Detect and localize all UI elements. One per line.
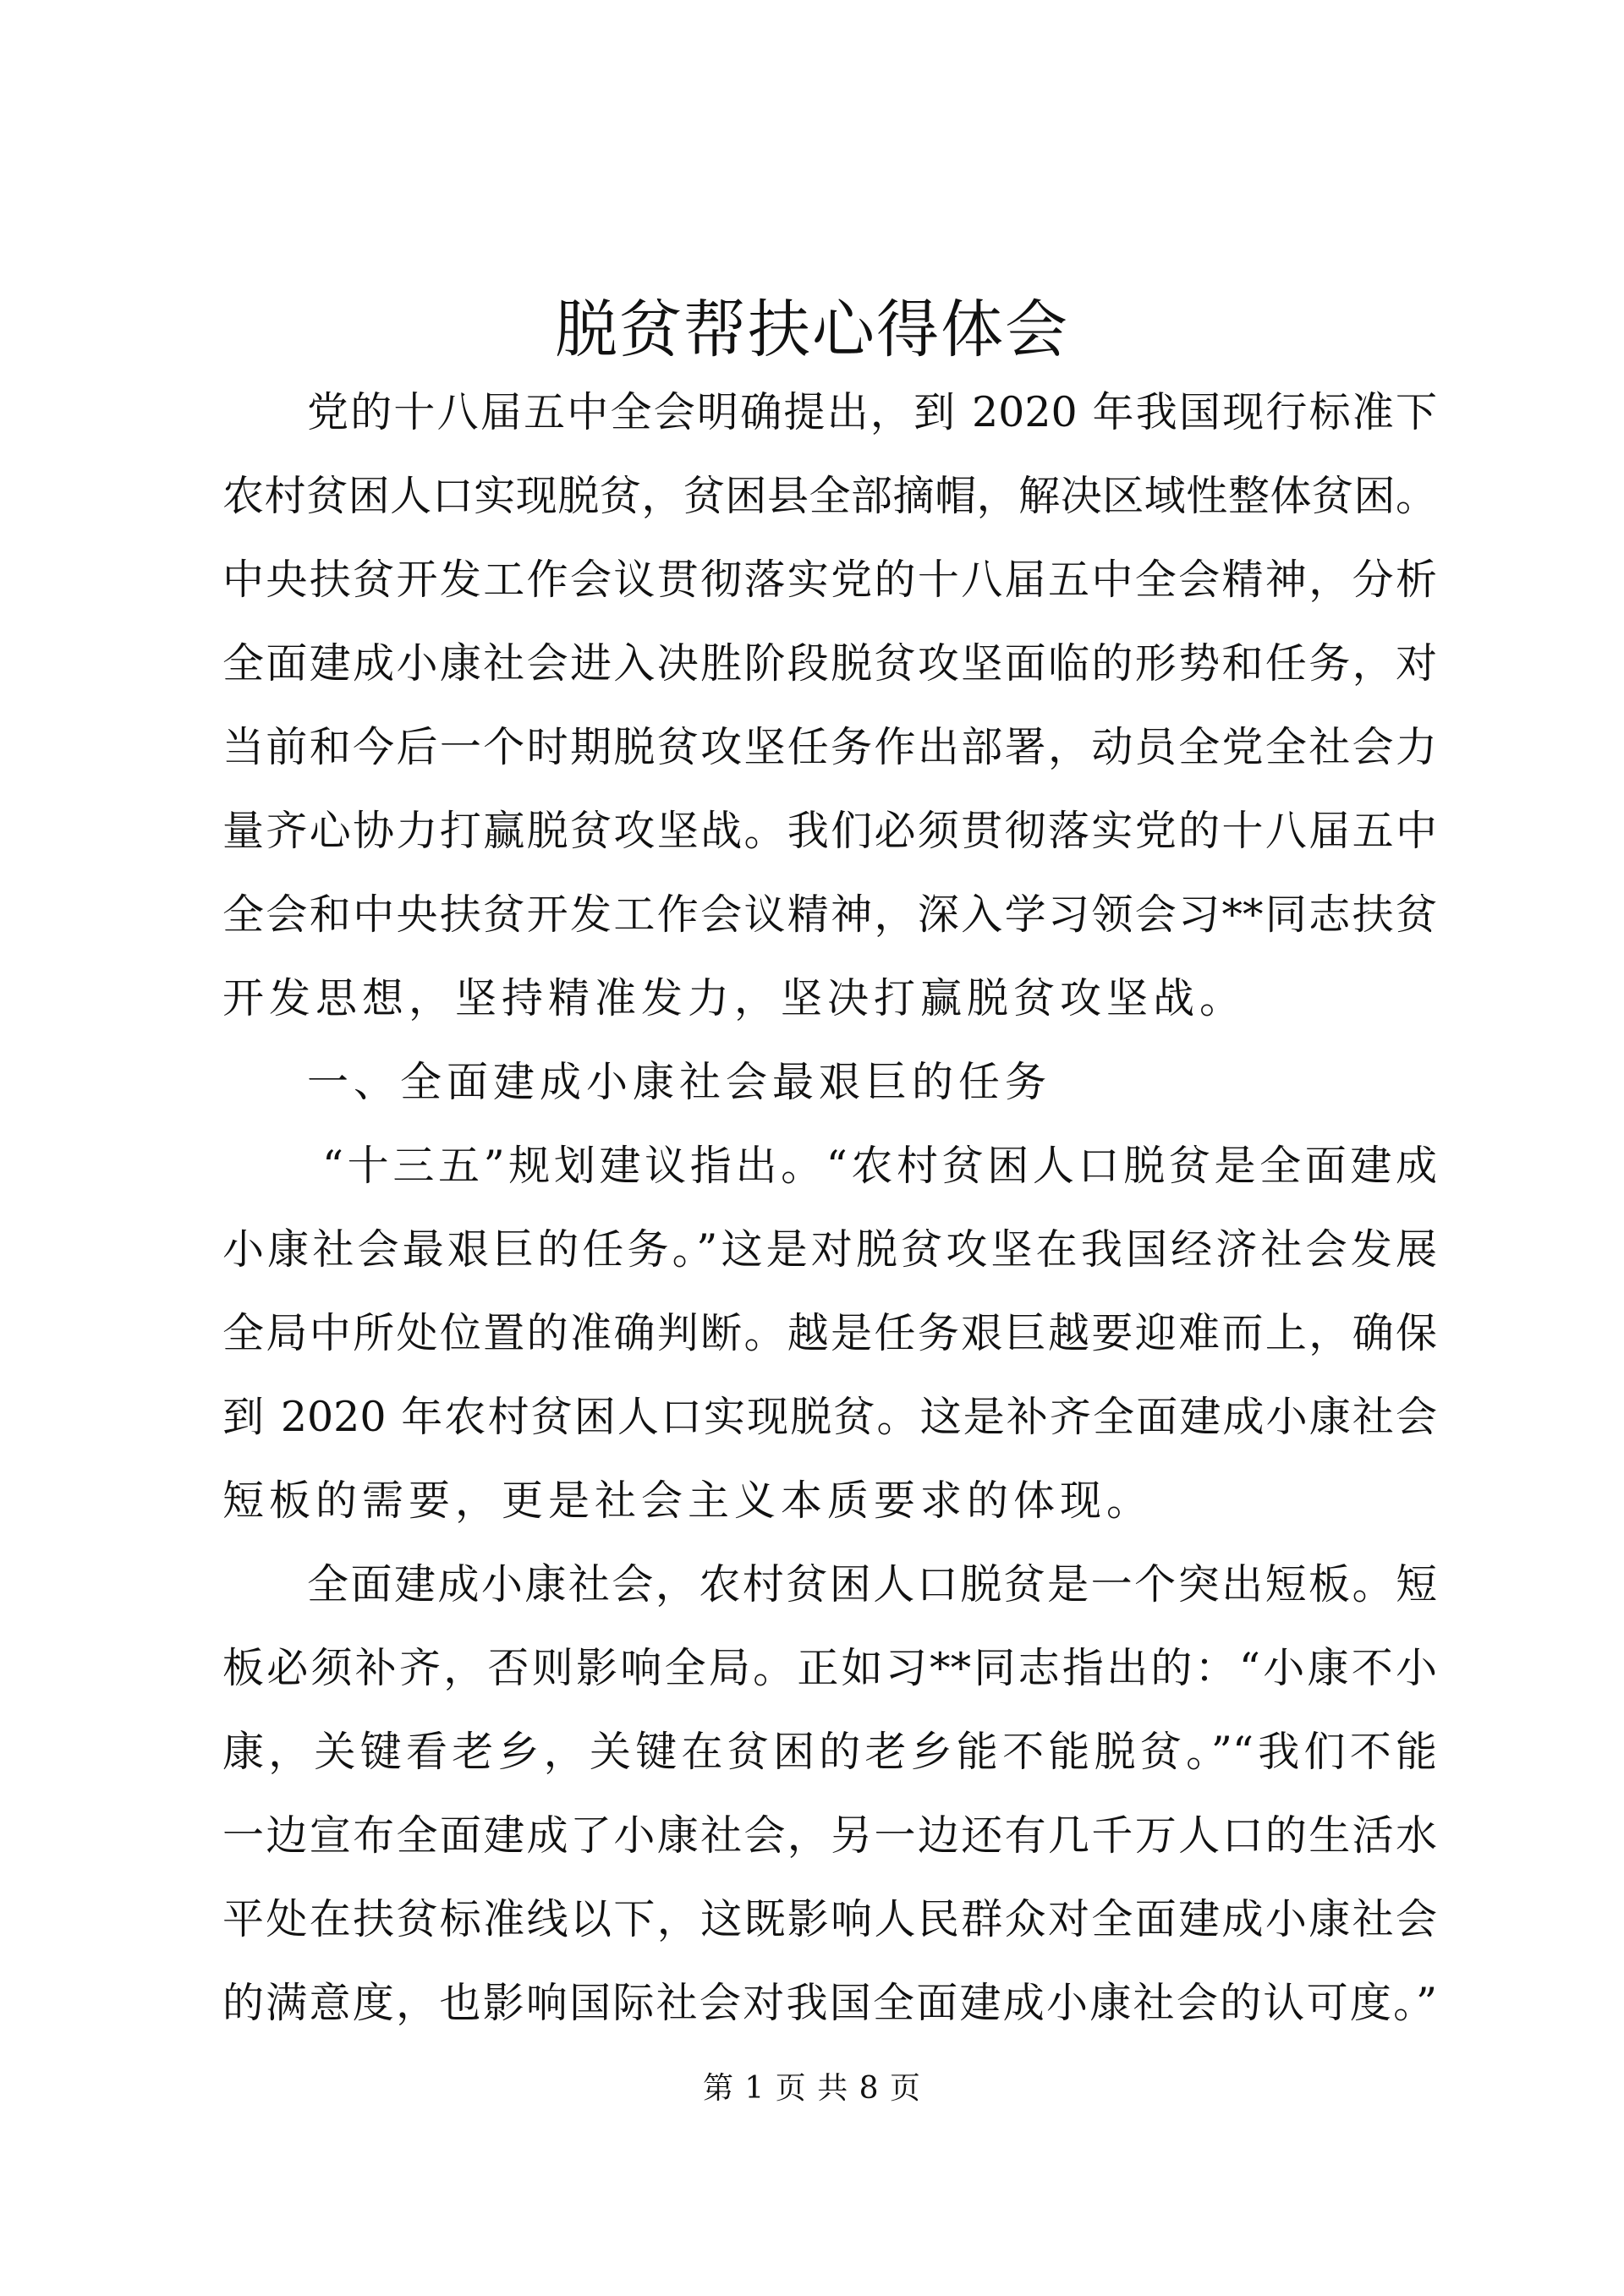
paragraph-line: 全会和中央扶贫开发工作会议精神，深入学习领会习**同志扶贫 — [222, 890, 1437, 939]
document-body — [222, 370, 1437, 2045]
paragraph-line: 平处在扶贫标准线以下，这既影响人民群众对全面建成小康社会 — [222, 1895, 1437, 1943]
paragraph-line: 当前和今后一个时期脱贫攻坚任务作出部署，动员全党全社会力 — [222, 723, 1437, 771]
page-footer: 第 1 页 共 8 页 — [702, 2071, 922, 2106]
paragraph-line: 小康社会最艰巨的任务。”这是对脱贫攻坚在我国经济社会发展 — [222, 1225, 1437, 1274]
paragraph-line: 板必须补齐，否则影响全局。正如习**同志指出的：“小康不小 — [222, 1644, 1437, 1692]
paragraph-line: 党的十八届五中全会明确提出，到 2020 年我国现行标准下 — [307, 388, 1437, 436]
paragraph-line: 全面建成小康社会，农村贫困人口脱贫是一个突出短板。短 — [307, 1560, 1437, 1608]
paragraph-line: “十三五”规划建议指出。“农村贫困人口脱贫是全面建成 — [322, 1142, 1437, 1190]
paragraph-line: 量齐心协力打赢脱贫攻坚战。我们必须贯彻落实党的十八届五中 — [222, 807, 1437, 855]
section-heading: 一、全面建成小康社会最艰巨的任务 — [307, 1058, 1052, 1106]
paragraph-line: 的满意度，也影响国际社会对我国全面建成小康社会的认可度。” — [222, 1979, 1437, 2027]
paragraph-line: 全面建成小康社会进入决胜阶段脱贫攻坚面临的形势和任务，对 — [222, 639, 1437, 688]
page-title: 脱贫帮扶心得体会 — [555, 293, 1069, 366]
paragraph-line: 到 2020 年农村贫困人口实现脱贫。这是补齐全面建成小康社会 — [222, 1393, 1437, 1441]
paragraph-line: 开发思想，坚持精准发力，坚决打赢脱贫攻坚战。 — [222, 974, 1247, 1022]
paragraph-line: 短板的需要，更是社会主义本质要求的体现。 — [222, 1477, 1154, 1525]
paragraph-line: 一边宣布全面建成了小康社会，另一边还有几千万人口的生活水 — [222, 1811, 1437, 1860]
paragraph-line: 康，关键看老乡，关键在贫困的老乡能不能脱贫。”“我们不能 — [222, 1728, 1437, 1776]
paragraph-line: 全局中所处位置的准确判断。越是任务艰巨越要迎难而上，确保 — [222, 1309, 1437, 1357]
paragraph-line: 中央扶贫开发工作会议贯彻落实党的十八届五中全会精神，分析 — [222, 556, 1437, 604]
paragraph-line: 农村贫困人口实现脱贫，贫困县全部摘帽，解决区域性整体贫困。 — [222, 472, 1437, 520]
